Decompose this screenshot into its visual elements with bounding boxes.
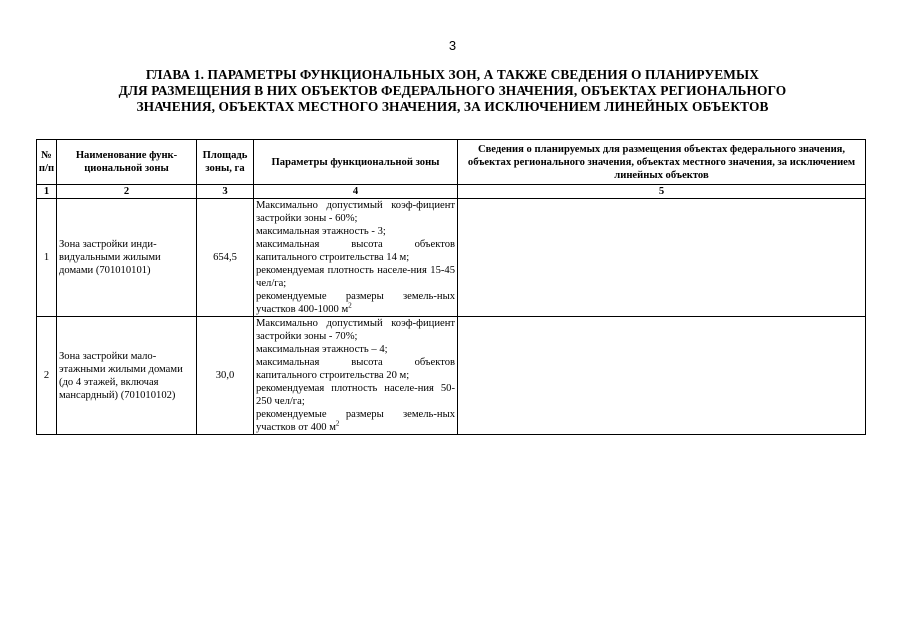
chapter-title-line: ГЛАВА 1. ПАРАМЕТРЫ ФУНКЦИОНАЛЬНЫХ ЗОН, А ТАКЖЕ СВЕДЕНИЯ О ПЛАНИРУЕМЫХ	[145, 67, 760, 82]
header-num: № п/п	[37, 140, 57, 185]
row-num: 2	[37, 317, 57, 435]
param-line: рекомендуемая плотность населе-ния 50-250 чел/га;	[256, 383, 455, 407]
planned-objects	[458, 317, 866, 435]
chapter-title-line: ЗНАЧЕНИЯ, ОБЪЕКТАХ МЕСТНОГО ЗНАЧЕНИЯ, ЗА ИСКЛЮЧЕНИЕМ ЛИНЕЙНЫХ ОБЪЕКТОВ	[136, 99, 769, 114]
header-planned-objects: Сведения о планируемых для размещения объектах федерального значения, объектах регионального значения, объектах местного значения, за исключением линейных объектов	[458, 140, 866, 185]
chapter-title	[60, 67, 845, 115]
param-line: Максимально допустимый коэф-фициент застройки зоны - 70%;	[256, 318, 455, 342]
table-row	[37, 199, 866, 317]
superscript: 2	[348, 301, 352, 310]
column-number: 3	[197, 185, 254, 199]
param-line: максимальная этажность - 3;	[256, 226, 386, 237]
zone-params	[254, 317, 458, 435]
column-number-row	[37, 185, 866, 199]
zones-table	[36, 139, 866, 435]
page-number: 3	[448, 38, 457, 53]
param-line: Максимально допустимый коэф-фициент застройки зоны - 60%;	[256, 200, 455, 224]
row-num: 1	[37, 199, 57, 317]
table-row	[37, 317, 866, 435]
planned-objects	[458, 199, 866, 317]
zone-area: 30,0	[197, 317, 254, 435]
zone-area: 654,5	[197, 199, 254, 317]
superscript: 2	[335, 419, 340, 428]
param-line: максимальная высота объектов капитального строительства 14 м;	[256, 239, 455, 263]
zone-params	[254, 199, 458, 317]
param-text: рекомендуемые размеры земель-ных участков от 400 м	[256, 409, 455, 433]
chapter-title-line: ДЛЯ РАЗМЕЩЕНИЯ В НИХ ОБЪЕКТОВ ФЕДЕРАЛЬНОГО ЗНАЧЕНИЯ, ОБЪЕКТАХ РЕГИОНАЛЬНОГО	[118, 83, 787, 98]
column-number: 2	[57, 185, 197, 199]
header-area: Площадь зоны, га	[197, 140, 254, 185]
header-params: Параметры функциональной зоны	[254, 140, 458, 185]
param-line	[256, 408, 455, 434]
param-text: рекомендуемые размеры земель-ных участков 400-1000 м	[256, 291, 455, 315]
column-number: 5	[458, 185, 866, 199]
param-line: максимальная этажность – 4;	[256, 344, 388, 355]
table-header-row	[37, 140, 866, 185]
zone-name: Зона застройки инди-видуальными жилыми домами (701010101)	[57, 199, 197, 317]
zone-name: Зона застройки мало-этажными жилыми домами (до 4 этажей, включая мансардный) (701010102)	[57, 317, 197, 435]
param-line	[256, 290, 455, 316]
column-number: 4	[254, 185, 458, 199]
param-line: рекомендуемая плотность населе-ния 15-45 чел/га;	[256, 265, 455, 289]
column-number: 1	[37, 185, 57, 199]
header-zone-name: Наименование функ-циональной зоны	[57, 140, 197, 185]
param-line: максимальная высота объектов капитального строительства 20 м;	[256, 357, 455, 381]
